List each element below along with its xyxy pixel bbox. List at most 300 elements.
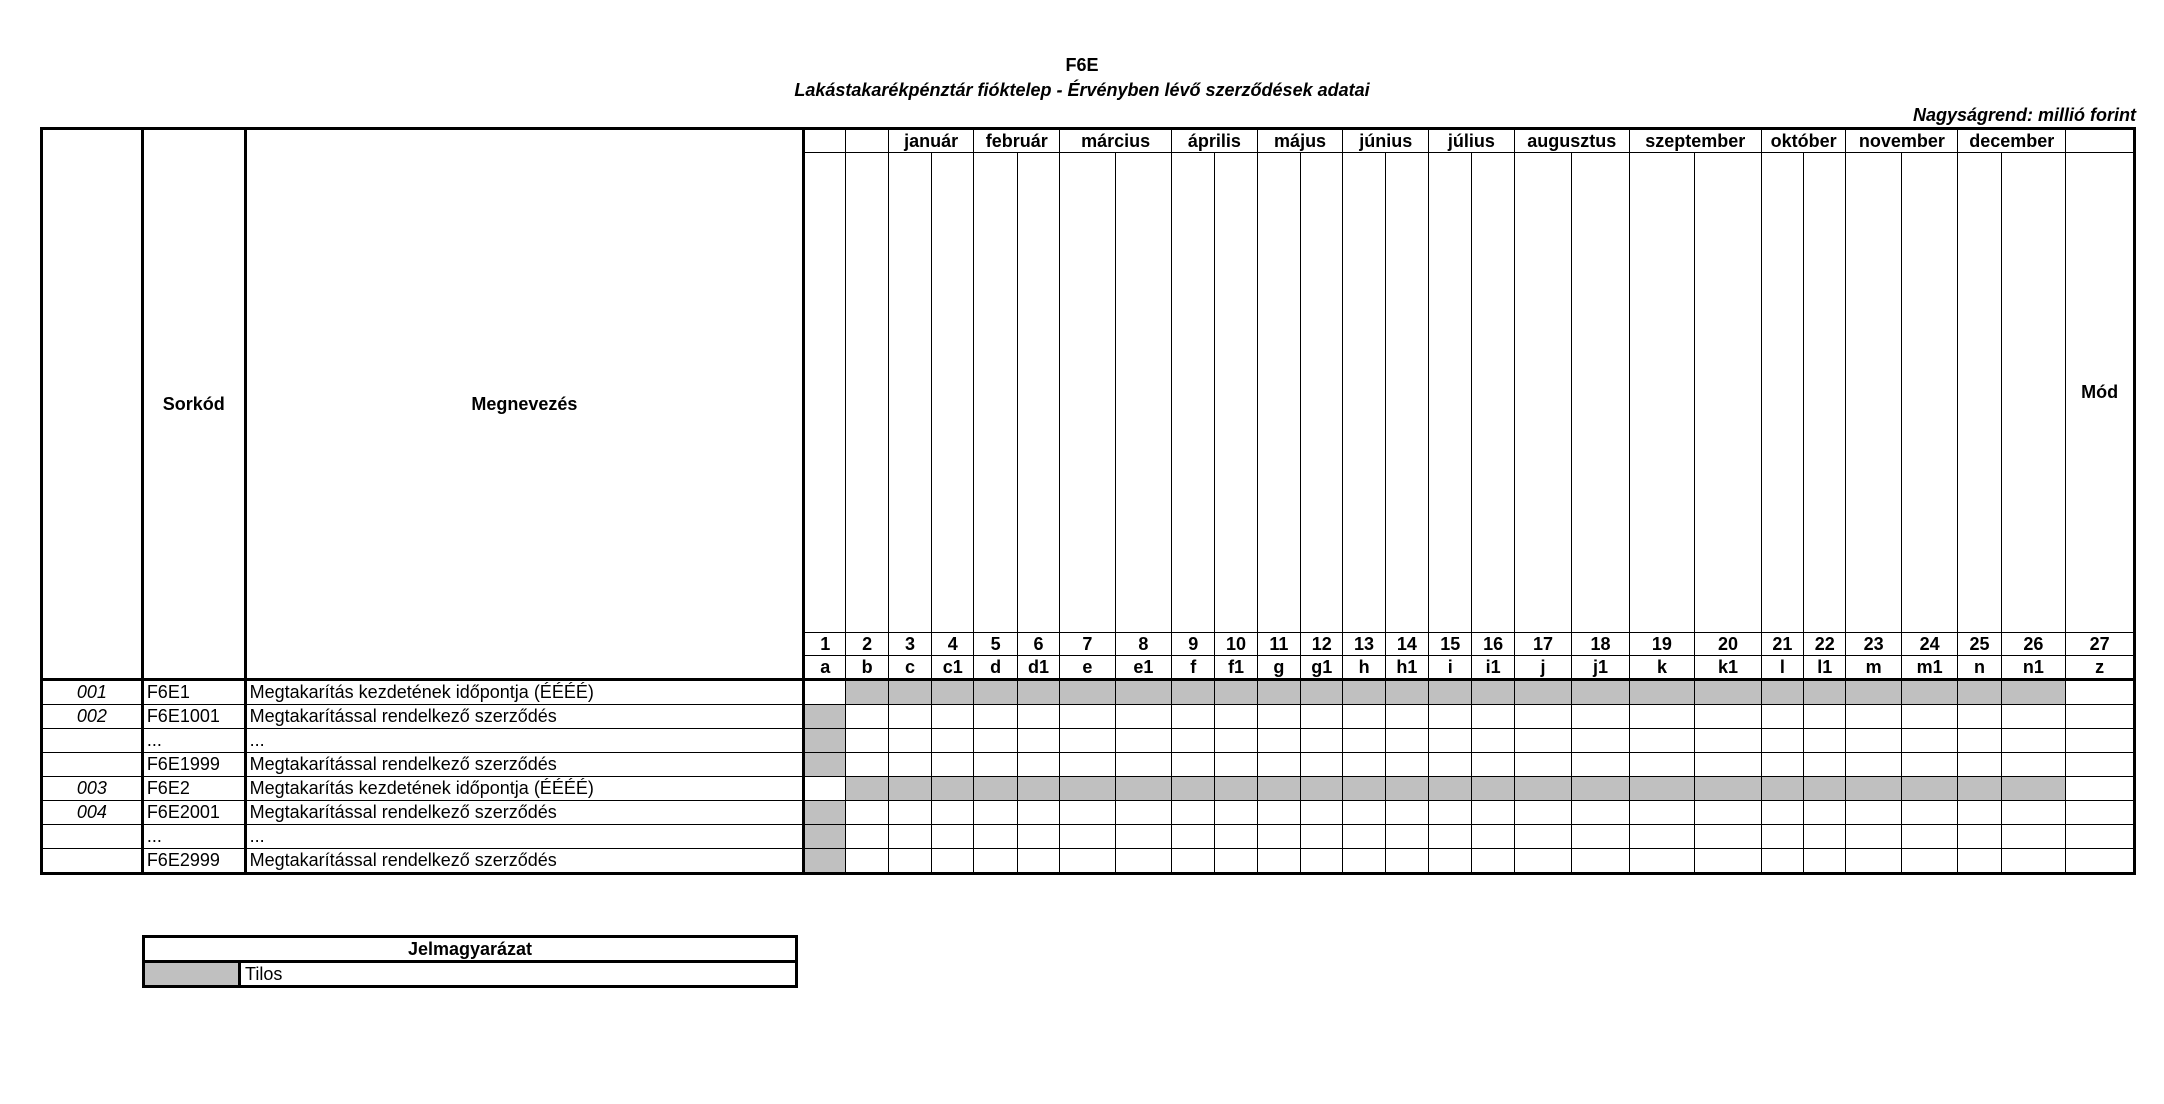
- header-sorkod: Sorkód: [142, 129, 245, 680]
- data-cell[interactable]: [1115, 729, 1171, 753]
- column-number: 8: [1115, 633, 1171, 656]
- forbidden-cell: [1572, 680, 1629, 705]
- forbidden-cell: [1060, 680, 1115, 705]
- month-header-11: november: [1846, 129, 1958, 153]
- month-header-1: január: [888, 129, 974, 153]
- data-cell[interactable]: [932, 801, 974, 825]
- data-cell[interactable]: [1385, 729, 1428, 753]
- column-number: 2: [846, 633, 888, 656]
- data-cell[interactable]: [2001, 753, 2066, 777]
- data-cell[interactable]: [1958, 801, 2001, 825]
- header-date-12: [2001, 153, 2066, 633]
- data-cell[interactable]: [2066, 825, 2135, 849]
- forbidden-cell: [932, 680, 974, 705]
- table-row: [42, 777, 2135, 801]
- data-cell[interactable]: [804, 680, 846, 705]
- data-cell[interactable]: [1429, 825, 1472, 849]
- data-cell[interactable]: [1257, 849, 1300, 874]
- table-row: [42, 801, 2135, 825]
- data-cell[interactable]: [1761, 705, 1803, 729]
- data-cell[interactable]: [1804, 849, 1846, 874]
- data-cell[interactable]: [1017, 729, 1059, 753]
- data-cell[interactable]: [1215, 849, 1257, 874]
- data-cell[interactable]: [1761, 753, 1803, 777]
- forbidden-cell: [1257, 680, 1300, 705]
- data-cell[interactable]: [974, 753, 1017, 777]
- column-letter: e: [1060, 656, 1115, 680]
- data-cell[interactable]: [1901, 801, 1957, 825]
- data-cell[interactable]: [1514, 705, 1571, 729]
- row-sorszam: 004: [42, 801, 143, 825]
- forbidden-cell: [1215, 777, 1257, 801]
- column-number: 26: [2001, 633, 2066, 656]
- row-megnevezes: Megtakarítás kezdetének időpontja (ÉÉÉÉ): [245, 777, 804, 801]
- data-cell[interactable]: [1695, 705, 1762, 729]
- data-cell[interactable]: [974, 705, 1017, 729]
- table-row: [42, 849, 2135, 874]
- header-value-9: [1629, 153, 1695, 633]
- column-number: 12: [1301, 633, 1343, 656]
- data-cell[interactable]: [1257, 825, 1300, 849]
- column-number: 23: [1846, 633, 1901, 656]
- forbidden-cell: [1846, 777, 1901, 801]
- row-sorkod: F6E1001: [142, 705, 245, 729]
- data-cell[interactable]: [1761, 849, 1803, 874]
- data-cell[interactable]: [1017, 849, 1059, 874]
- data-cell[interactable]: [1017, 705, 1059, 729]
- data-cell[interactable]: [1472, 801, 1514, 825]
- data-cell[interactable]: [1514, 849, 1571, 874]
- data-cell[interactable]: [1846, 705, 1901, 729]
- legend-swatch-tilos: [144, 962, 240, 987]
- data-cell[interactable]: [1385, 849, 1428, 874]
- data-cell[interactable]: [1958, 825, 2001, 849]
- row-sorszam: [42, 825, 143, 849]
- data-cell[interactable]: [1629, 705, 1695, 729]
- header-modozat-top: [846, 129, 888, 153]
- column-letter: n: [1958, 656, 2001, 680]
- forbidden-cell: [1761, 777, 1803, 801]
- column-number: 7: [1060, 633, 1115, 656]
- table-row: [42, 729, 2135, 753]
- header-date-6: [1385, 153, 1428, 633]
- data-cell[interactable]: [932, 849, 974, 874]
- data-cell[interactable]: [1215, 753, 1257, 777]
- header-value-3: [1060, 153, 1115, 633]
- table-row: [42, 753, 2135, 777]
- column-letter: z: [2066, 656, 2135, 680]
- data-cell[interactable]: [1301, 753, 1343, 777]
- data-cell[interactable]: [1385, 801, 1428, 825]
- column-letter: i1: [1472, 656, 1514, 680]
- legend-table: [142, 935, 798, 988]
- data-cell[interactable]: [1172, 729, 1215, 753]
- month-header-3: március: [1060, 129, 1172, 153]
- data-cell[interactable]: [846, 801, 888, 825]
- data-cell[interactable]: [2001, 705, 2066, 729]
- data-cell[interactable]: [974, 729, 1017, 753]
- data-cell[interactable]: [932, 705, 974, 729]
- data-cell[interactable]: [1695, 753, 1762, 777]
- row-megnevezes: Megtakarítással rendelkező szerződés: [245, 849, 804, 874]
- data-cell[interactable]: [1257, 729, 1300, 753]
- table-row: [42, 680, 2135, 705]
- data-cell[interactable]: [1301, 801, 1343, 825]
- data-cell[interactable]: [2066, 705, 2135, 729]
- column-number: 25: [1958, 633, 2001, 656]
- row-sorkod: F6E2999: [142, 849, 245, 874]
- forbidden-cell: [1472, 680, 1514, 705]
- forbidden-cell: [1901, 777, 1957, 801]
- forbidden-cell: [846, 680, 888, 705]
- forbidden-cell: [804, 825, 846, 849]
- data-cell[interactable]: [2066, 753, 2135, 777]
- column-number: 27: [2066, 633, 2135, 656]
- data-cell[interactable]: [1115, 801, 1171, 825]
- data-cell[interactable]: [1301, 825, 1343, 849]
- data-cell[interactable]: [1115, 705, 1171, 729]
- data-cell[interactable]: [974, 849, 1017, 874]
- column-number: 14: [1385, 633, 1428, 656]
- header-date-3: [1115, 153, 1171, 633]
- data-cell[interactable]: [1695, 729, 1762, 753]
- header-date-4: [1215, 153, 1257, 633]
- row-megnevezes: Megtakarítással rendelkező szerződés: [245, 753, 804, 777]
- forbidden-cell: [1695, 680, 1762, 705]
- column-letter: h: [1343, 656, 1385, 680]
- data-cell[interactable]: [1761, 729, 1803, 753]
- forbidden-cell: [1060, 777, 1115, 801]
- data-cell[interactable]: [1761, 825, 1803, 849]
- data-cell[interactable]: [1172, 825, 1215, 849]
- table-row: [42, 705, 2135, 729]
- month-header-6: június: [1343, 129, 1429, 153]
- column-letter: j: [1514, 656, 1571, 680]
- unit-note: Nagyságrend: millió forint: [1912, 105, 2136, 125]
- data-cell[interactable]: [1695, 849, 1762, 874]
- data-cell[interactable]: [1172, 849, 1215, 874]
- header-megnevezes: Megnevezés: [245, 129, 804, 680]
- data-cell[interactable]: [1629, 801, 1695, 825]
- data-cell[interactable]: [1172, 753, 1215, 777]
- column-letter: g1: [1301, 656, 1343, 680]
- column-number: 16: [1472, 633, 1514, 656]
- row-sorszam: 001: [42, 680, 143, 705]
- data-cell[interactable]: [2066, 729, 2135, 753]
- data-cell[interactable]: [1343, 705, 1385, 729]
- column-number: 1: [804, 633, 846, 656]
- data-cell[interactable]: [1429, 849, 1472, 874]
- data-cell[interactable]: [1017, 801, 1059, 825]
- data-cell[interactable]: [1343, 825, 1385, 849]
- data-cell[interactable]: [1429, 753, 1472, 777]
- data-cell[interactable]: [1958, 705, 2001, 729]
- forbidden-cell: [1343, 777, 1385, 801]
- row-megnevezes: Megtakarítással rendelkező szerződés: [245, 801, 804, 825]
- forbidden-cell: [846, 777, 888, 801]
- data-cell[interactable]: [1301, 705, 1343, 729]
- data-cell[interactable]: [1572, 753, 1629, 777]
- month-header-7: július: [1429, 129, 1515, 153]
- data-cell[interactable]: [1472, 825, 1514, 849]
- column-number: 20: [1695, 633, 1762, 656]
- data-cell[interactable]: [1572, 801, 1629, 825]
- row-sorszam: [42, 753, 143, 777]
- column-number: 5: [974, 633, 1017, 656]
- data-cell[interactable]: [1215, 729, 1257, 753]
- data-cell[interactable]: [1629, 825, 1695, 849]
- row-sorkod: F6E2: [142, 777, 245, 801]
- row-sorkod: F6E1999: [142, 753, 245, 777]
- forbidden-cell: [2001, 680, 2066, 705]
- data-cell[interactable]: [1629, 753, 1695, 777]
- row-megnevezes: Megtakarítással rendelkező szerződés: [245, 705, 804, 729]
- row-sorkod: ...: [142, 729, 245, 753]
- data-cell[interactable]: [1572, 849, 1629, 874]
- data-cell[interactable]: [1846, 825, 1901, 849]
- data-cell[interactable]: [1472, 753, 1514, 777]
- data-cell[interactable]: [1901, 753, 1957, 777]
- column-letter: k: [1629, 656, 1695, 680]
- data-cell[interactable]: [1761, 801, 1803, 825]
- data-cell[interactable]: [888, 801, 931, 825]
- forbidden-cell: [888, 680, 931, 705]
- data-cell[interactable]: [1572, 729, 1629, 753]
- data-cell[interactable]: [1958, 849, 2001, 874]
- data-cell[interactable]: [846, 753, 888, 777]
- data-cell[interactable]: [1472, 729, 1514, 753]
- column-letter: k1: [1695, 656, 1762, 680]
- column-number: 11: [1257, 633, 1300, 656]
- data-cell[interactable]: [1215, 705, 1257, 729]
- data-cell[interactable]: [932, 753, 974, 777]
- data-cell[interactable]: [1804, 729, 1846, 753]
- data-cell[interactable]: [1514, 825, 1571, 849]
- header-value-4: [1172, 153, 1215, 633]
- data-cell[interactable]: [1172, 705, 1215, 729]
- data-cell[interactable]: [1429, 705, 1472, 729]
- data-cell[interactable]: [1257, 801, 1300, 825]
- data-cell[interactable]: [1514, 801, 1571, 825]
- data-cell[interactable]: [1115, 753, 1171, 777]
- data-cell[interactable]: [1429, 729, 1472, 753]
- forbidden-cell: [1804, 777, 1846, 801]
- column-letter: c: [888, 656, 931, 680]
- row-megnevezes: ...: [245, 825, 804, 849]
- data-cell[interactable]: [1846, 849, 1901, 874]
- data-cell[interactable]: [1257, 753, 1300, 777]
- data-cell[interactable]: [1901, 729, 1957, 753]
- data-cell[interactable]: [2001, 825, 2066, 849]
- form-title: Lakástakarékpénztár fióktelep - Érvényben lévő szerződések adatai: [794, 80, 1370, 100]
- data-cell[interactable]: [1343, 753, 1385, 777]
- data-cell[interactable]: [1060, 729, 1115, 753]
- column-number: 13: [1343, 633, 1385, 656]
- data-cell[interactable]: [1301, 729, 1343, 753]
- column-letter: e1: [1115, 656, 1171, 680]
- data-cell[interactable]: [2001, 801, 2066, 825]
- column-number: 3: [888, 633, 931, 656]
- data-cell[interactable]: [1060, 849, 1115, 874]
- header-modozat: [846, 153, 888, 633]
- header-ev: [804, 153, 846, 633]
- data-cell[interactable]: [888, 825, 931, 849]
- data-cell[interactable]: [1804, 705, 1846, 729]
- data-cell[interactable]: [1060, 801, 1115, 825]
- data-cell[interactable]: [846, 849, 888, 874]
- data-cell[interactable]: [932, 729, 974, 753]
- row-sorszam: [42, 729, 143, 753]
- column-number: 9: [1172, 633, 1215, 656]
- data-cell[interactable]: [1901, 705, 1957, 729]
- forbidden-cell: [1514, 777, 1571, 801]
- data-cell[interactable]: [1301, 849, 1343, 874]
- column-number: 15: [1429, 633, 1472, 656]
- data-cell[interactable]: [1215, 825, 1257, 849]
- data-cell[interactable]: [1115, 825, 1171, 849]
- month-header-10: október: [1761, 129, 1846, 153]
- row-sorkod: F6E2001: [142, 801, 245, 825]
- data-cell[interactable]: [1385, 825, 1428, 849]
- data-cell[interactable]: [2066, 680, 2135, 705]
- data-cell[interactable]: [1115, 849, 1171, 874]
- data-cell[interactable]: [2066, 849, 2135, 874]
- data-cell[interactable]: [1572, 825, 1629, 849]
- column-number: 6: [1017, 633, 1059, 656]
- data-cell[interactable]: [1343, 801, 1385, 825]
- forbidden-cell: [1215, 680, 1257, 705]
- forbidden-cell: [1257, 777, 1300, 801]
- header-date-5: [1301, 153, 1343, 633]
- data-cell[interactable]: [1846, 801, 1901, 825]
- data-cell[interactable]: [2066, 801, 2135, 825]
- column-letter: l1: [1804, 656, 1846, 680]
- data-cell[interactable]: [1804, 753, 1846, 777]
- data-cell[interactable]: [1060, 753, 1115, 777]
- data-cell[interactable]: [1958, 729, 2001, 753]
- forbidden-cell: [804, 753, 846, 777]
- legend-title: Jelmagyarázat: [144, 937, 797, 962]
- data-cell[interactable]: [1901, 849, 1957, 874]
- data-cell[interactable]: [932, 825, 974, 849]
- header-date-7: [1472, 153, 1514, 633]
- header-value-2: [974, 153, 1017, 633]
- column-number: 22: [1804, 633, 1846, 656]
- column-letter: h1: [1385, 656, 1428, 680]
- data-cell[interactable]: [1958, 753, 2001, 777]
- header-value-6: [1343, 153, 1385, 633]
- forbidden-cell: [1761, 680, 1803, 705]
- column-letter: l: [1761, 656, 1803, 680]
- header-ev-top: [804, 129, 846, 153]
- forbidden-cell: [2001, 777, 2066, 801]
- data-cell[interactable]: [1695, 825, 1762, 849]
- contracts-table: [40, 127, 2136, 875]
- data-cell[interactable]: [1472, 849, 1514, 874]
- data-cell[interactable]: [1514, 729, 1571, 753]
- row-sorszam: [42, 849, 143, 874]
- data-cell[interactable]: [888, 729, 931, 753]
- data-cell[interactable]: [1846, 753, 1901, 777]
- forbidden-cell: [1017, 680, 1059, 705]
- data-cell[interactable]: [974, 801, 1017, 825]
- header-value-1: [888, 153, 931, 633]
- forbidden-cell: [1629, 680, 1695, 705]
- forbidden-cell: [1172, 777, 1215, 801]
- data-cell[interactable]: [846, 729, 888, 753]
- forbidden-cell: [1846, 680, 1901, 705]
- forbidden-cell: [1958, 777, 2001, 801]
- data-cell[interactable]: [1257, 705, 1300, 729]
- data-cell[interactable]: [1172, 801, 1215, 825]
- data-cell[interactable]: [1385, 753, 1428, 777]
- data-cell[interactable]: [1846, 729, 1901, 753]
- forbidden-cell: [1301, 777, 1343, 801]
- forbidden-cell: [1017, 777, 1059, 801]
- data-cell[interactable]: [1343, 849, 1385, 874]
- row-sorszam: 003: [42, 777, 143, 801]
- data-cell[interactable]: [1060, 825, 1115, 849]
- data-cell[interactable]: [1514, 753, 1571, 777]
- header-mod-top: [2066, 129, 2135, 153]
- data-cell[interactable]: [1901, 825, 1957, 849]
- data-cell[interactable]: [1385, 705, 1428, 729]
- data-cell[interactable]: [1695, 801, 1762, 825]
- month-header-5: május: [1257, 129, 1343, 153]
- forbidden-cell: [1958, 680, 2001, 705]
- column-number: 21: [1761, 633, 1803, 656]
- forbidden-cell: [888, 777, 931, 801]
- data-cell[interactable]: [2001, 729, 2066, 753]
- month-header-12: december: [1958, 129, 2066, 153]
- data-cell[interactable]: [804, 777, 846, 801]
- data-cell[interactable]: [2066, 777, 2135, 801]
- data-cell[interactable]: [1629, 849, 1695, 874]
- column-letter: i: [1429, 656, 1472, 680]
- data-cell[interactable]: [1017, 825, 1059, 849]
- data-cell[interactable]: [1017, 753, 1059, 777]
- forbidden-cell: [1115, 777, 1171, 801]
- data-cell[interactable]: [888, 753, 931, 777]
- forbidden-cell: [804, 801, 846, 825]
- header-value-12: [1958, 153, 2001, 633]
- data-cell[interactable]: [974, 825, 1017, 849]
- data-cell[interactable]: [1804, 801, 1846, 825]
- data-cell[interactable]: [1429, 801, 1472, 825]
- table-row: [42, 825, 2135, 849]
- data-cell[interactable]: [888, 705, 931, 729]
- legend-label-tilos: Tilos: [240, 962, 797, 987]
- data-cell[interactable]: [846, 705, 888, 729]
- data-cell[interactable]: [1804, 825, 1846, 849]
- column-letter: m1: [1901, 656, 1957, 680]
- data-cell[interactable]: [1215, 801, 1257, 825]
- data-cell[interactable]: [1572, 705, 1629, 729]
- forbidden-cell: [1301, 680, 1343, 705]
- header-value-11: [1846, 153, 1901, 633]
- data-cell[interactable]: [1629, 729, 1695, 753]
- forbidden-cell: [1115, 680, 1171, 705]
- data-cell[interactable]: [846, 825, 888, 849]
- data-cell[interactable]: [1343, 729, 1385, 753]
- data-cell[interactable]: [1472, 705, 1514, 729]
- row-sorkod: ...: [142, 825, 245, 849]
- data-cell[interactable]: [2001, 849, 2066, 874]
- column-number: 10: [1215, 633, 1257, 656]
- data-cell[interactable]: [888, 849, 931, 874]
- data-cell[interactable]: [1060, 705, 1115, 729]
- forbidden-cell: [1385, 680, 1428, 705]
